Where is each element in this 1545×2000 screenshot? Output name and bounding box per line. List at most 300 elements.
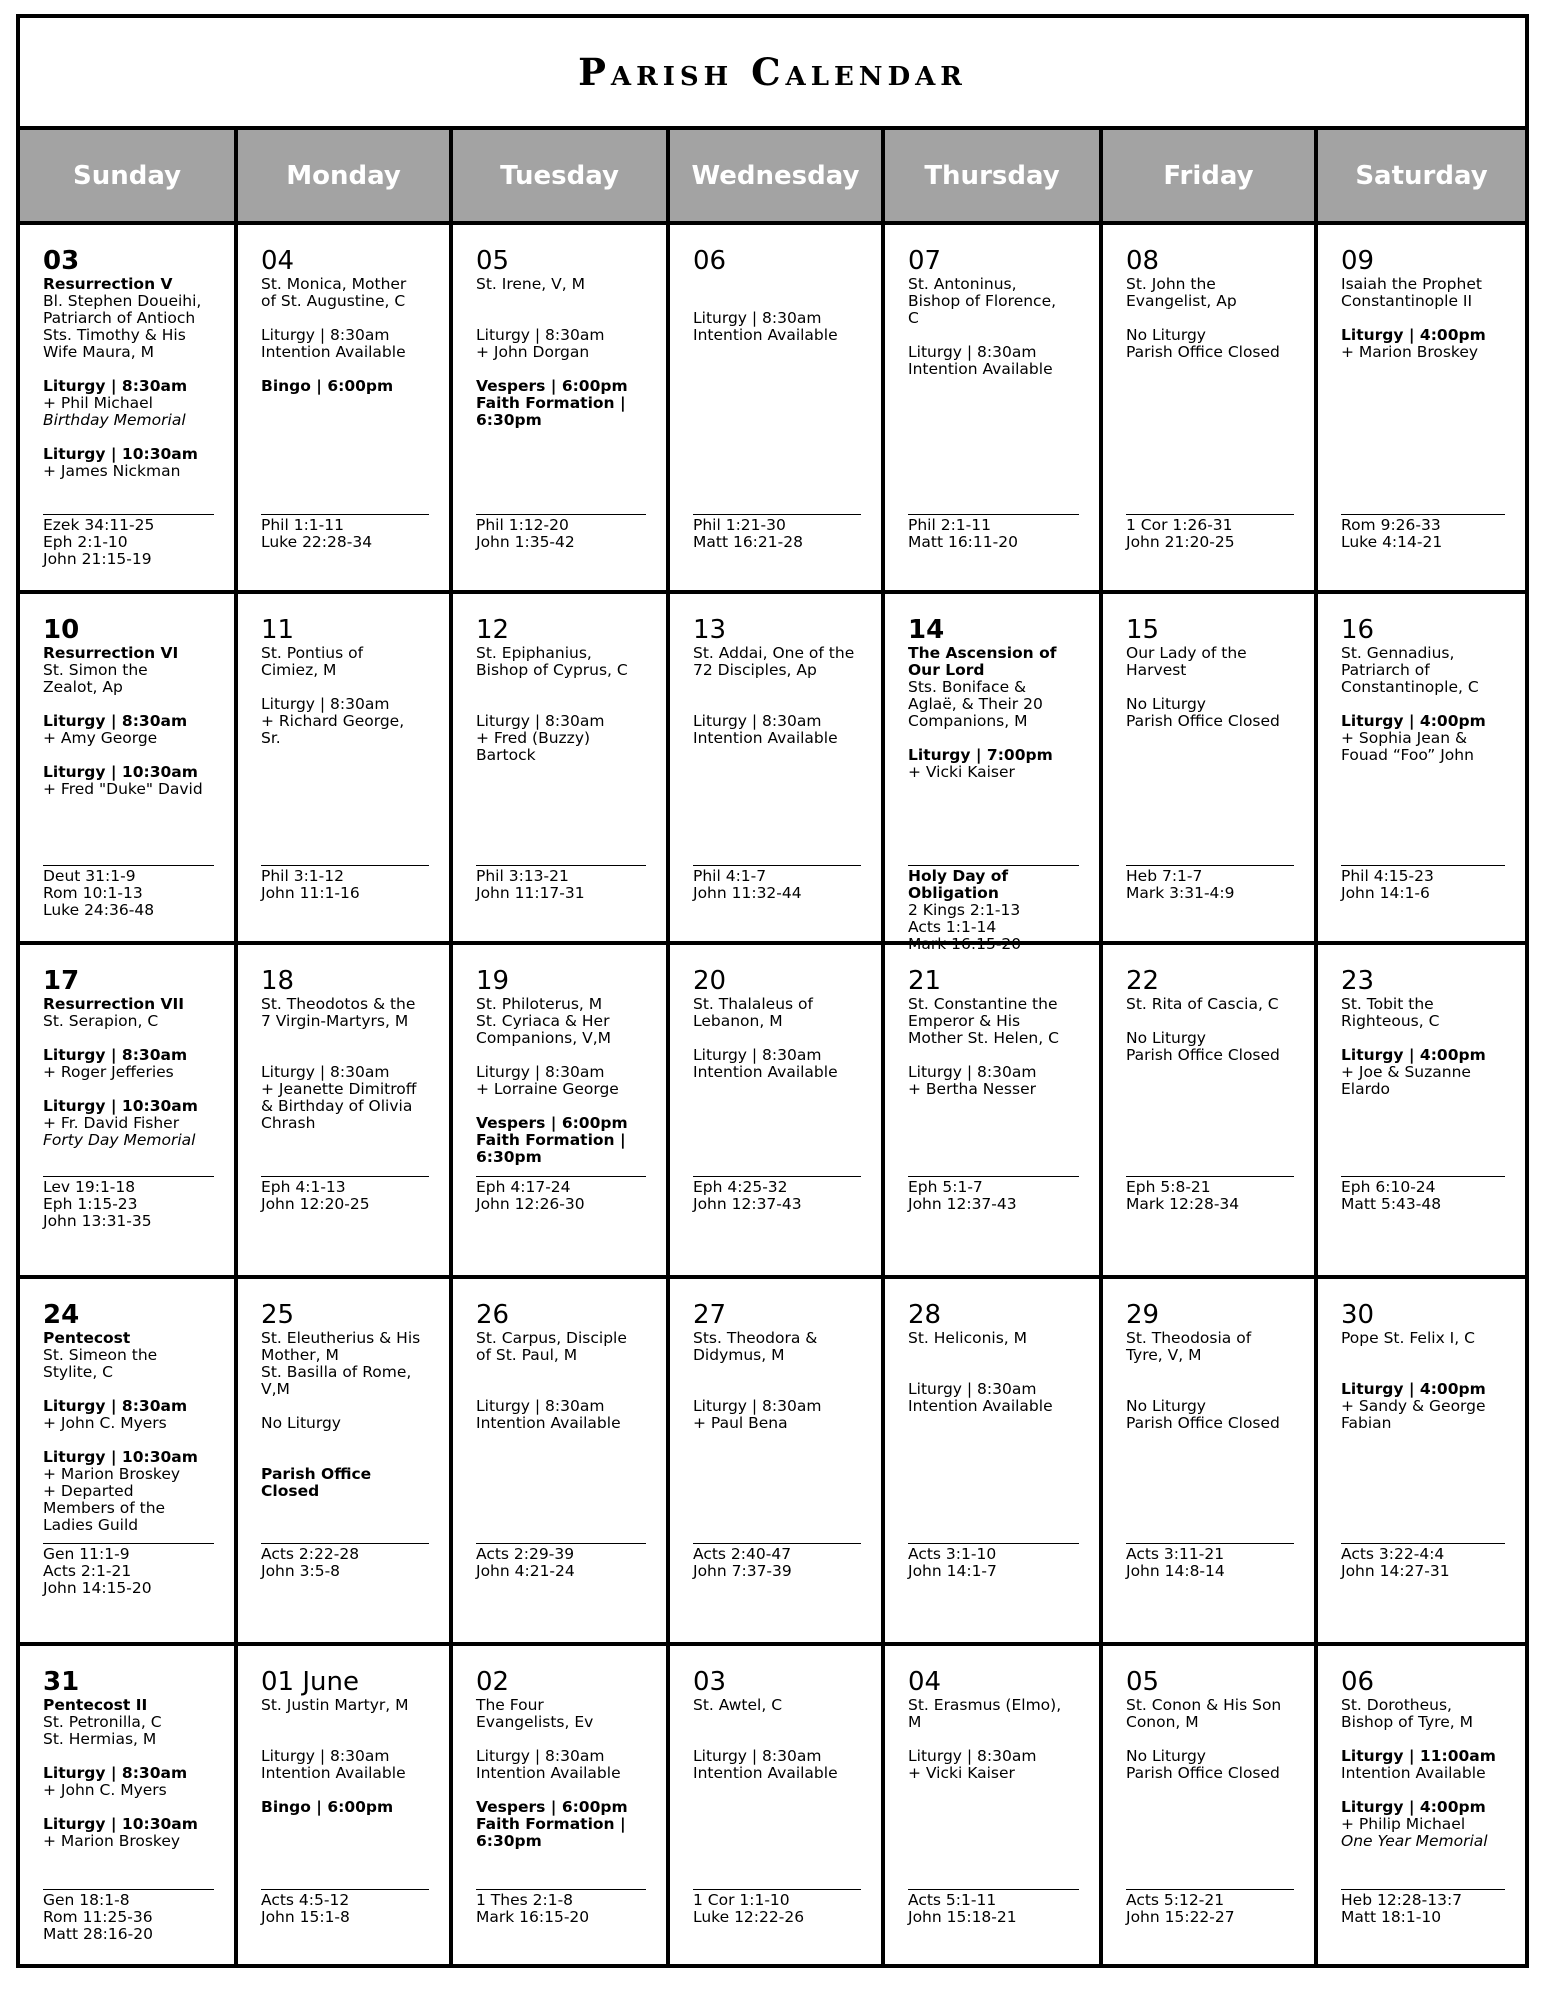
feast-line: Our Lady of the — [1126, 644, 1247, 662]
reading-line: Heb 7:1-7 — [1126, 867, 1203, 885]
day-number: 23 — [1341, 966, 1375, 996]
day-cell[interactable] — [670, 945, 885, 1275]
readings — [693, 865, 861, 902]
event-line: 6:30pm — [476, 1832, 542, 1850]
event-line: Intention Available — [693, 326, 838, 344]
reading-line: Heb 12:28-13:7 — [1341, 1891, 1463, 1909]
spacer — [1126, 1731, 1294, 1748]
day-cell[interactable] — [20, 945, 238, 1275]
reading-line: Phil 2:1-11 — [908, 516, 991, 534]
event-line: + Lorraine George — [476, 1080, 619, 1098]
spacer — [43, 696, 214, 713]
event-line: Liturgy | 8:30am — [476, 712, 605, 730]
readings — [43, 514, 214, 568]
feast-line: St. Tobit the — [1341, 995, 1434, 1013]
spacer — [261, 361, 429, 378]
week-row — [20, 1279, 1525, 1646]
feast-line: Zealot, Ap — [43, 678, 123, 696]
day-number: 06 — [693, 246, 727, 276]
event-line: Intention Available — [261, 1764, 406, 1782]
readings — [476, 1176, 646, 1213]
reading-line: Acts 2:22-28 — [261, 1545, 360, 1563]
event-line: Parish Office Closed — [1126, 1414, 1280, 1432]
event-line: Liturgy | 8:30am — [908, 1747, 1037, 1765]
reading-line: John 3:5-8 — [261, 1562, 341, 1580]
readings — [1126, 865, 1294, 902]
event-line: Liturgy | 4:00pm — [1341, 1046, 1486, 1064]
event-line: Vespers | 6:00pm — [476, 377, 628, 395]
day-number: 30 — [1341, 1300, 1375, 1330]
feast-line: Bishop of Cyprus, C — [476, 661, 628, 679]
feast-line: St. Pontius of — [261, 644, 364, 662]
feast-line: Patriarch of — [1341, 661, 1430, 679]
spacer — [43, 1030, 214, 1047]
spacer — [43, 429, 214, 446]
day-number: 29 — [1126, 1300, 1160, 1330]
event-line: Liturgy | 10:30am — [43, 1815, 198, 1833]
feast-line: Righteous, C — [1341, 1012, 1440, 1030]
day-number: 27 — [693, 1300, 727, 1330]
spacer — [261, 1714, 429, 1731]
spacer — [261, 310, 429, 327]
event-line: Liturgy | 8:30am — [261, 1063, 390, 1081]
feast-line: St. Monica, Mother — [261, 275, 407, 293]
event-line: No Liturgy — [261, 1414, 341, 1432]
day-cell[interactable] — [670, 225, 885, 590]
event-line: Liturgy | 4:00pm — [1341, 1798, 1486, 1816]
event-line: Liturgy | 10:30am — [43, 1097, 198, 1115]
day-cell[interactable] — [885, 945, 1103, 1275]
feast-line: St. Irene, V, M — [476, 275, 585, 293]
weekday-header-row — [20, 130, 1525, 225]
event-line: Liturgy | 8:30am — [43, 1764, 188, 1782]
feast-line: St. Philoterus, M — [476, 995, 603, 1013]
reading-line: John 14:15-20 — [43, 1579, 152, 1597]
spacer — [43, 747, 214, 764]
event-line: + Philip Michael — [1341, 1815, 1466, 1833]
event-line: Liturgy | 8:30am — [261, 1747, 390, 1765]
event-line: + John C. Myers — [43, 1781, 167, 1799]
event-line: + Amy George — [43, 729, 158, 747]
event-line: Liturgy | 8:30am — [43, 712, 188, 730]
reading-line: Luke 22:28-34 — [261, 533, 373, 551]
day-cell[interactable] — [1103, 1646, 1318, 1964]
spacer — [261, 1432, 429, 1449]
reading-line: Acts 5:1-11 — [908, 1891, 997, 1909]
event-line: Parish Office — [261, 1465, 372, 1483]
calendar-title: Parish Calendar — [578, 50, 967, 94]
day-cell[interactable] — [20, 225, 238, 590]
reading-line: Mark 3:31-4:9 — [1126, 884, 1235, 902]
event-line: + Phil Michael — [43, 394, 153, 412]
reading-line: Obligation — [908, 884, 999, 902]
reading-line: Luke 24:36-48 — [43, 901, 155, 919]
feast-line: Patriarch of Antioch — [43, 309, 196, 327]
reading-line: Eph 6:10-24 — [1341, 1178, 1436, 1196]
event-line: Liturgy | 8:30am — [908, 1380, 1037, 1398]
reading-line: Eph 4:1-13 — [261, 1178, 346, 1196]
readings — [1126, 514, 1294, 551]
day-cell[interactable] — [20, 1646, 238, 1964]
spacer — [43, 1748, 214, 1765]
readings — [908, 1176, 1079, 1213]
day-cell[interactable] — [238, 1279, 453, 1642]
reading-line: Acts 3:11-21 — [1126, 1545, 1225, 1563]
spacer — [43, 1081, 214, 1098]
day-cell[interactable] — [20, 1279, 238, 1642]
event-line: Bartock — [476, 746, 536, 764]
feast-line: St. Awtel, C — [693, 1696, 783, 1714]
feast-line: St. Basilla of Rome, — [261, 1363, 412, 1381]
event-line: Liturgy | 10:30am — [43, 763, 198, 781]
event-line: Liturgy | 8:30am — [908, 1063, 1037, 1081]
spacer — [1341, 310, 1505, 327]
weekday-header-monday: Monday — [238, 130, 453, 221]
readings — [908, 1543, 1079, 1580]
spacer — [1341, 1782, 1505, 1799]
event-line: Vespers | 6:00pm — [476, 1798, 628, 1816]
reading-line: John 12:26-30 — [476, 1195, 585, 1213]
event-line: Liturgy | 8:30am — [476, 1063, 605, 1081]
title-bar — [20, 18, 1525, 130]
day-cell[interactable] — [453, 945, 670, 1275]
feast-line: Conon, M — [1126, 1713, 1199, 1731]
parish-calendar — [16, 14, 1529, 1968]
event-line: Closed — [261, 1482, 320, 1500]
feast-line: Stylite, C — [43, 1363, 113, 1381]
day-number: 18 — [261, 966, 295, 996]
event-line: Intention Available — [476, 1764, 621, 1782]
event-line: Forty Day Memorial — [43, 1131, 196, 1149]
spacer — [693, 679, 861, 696]
event-line: Liturgy | 10:30am — [43, 1448, 198, 1466]
event-line: Intention Available — [476, 1414, 621, 1432]
spacer — [1126, 1381, 1294, 1398]
feast-line: C — [908, 309, 919, 327]
reading-line: John 12:37-43 — [693, 1195, 802, 1213]
readings — [1126, 1543, 1294, 1580]
feast-line: 72 Disciples, Ap — [693, 661, 817, 679]
spacer — [1341, 1347, 1505, 1364]
event-line: Parish Office Closed — [1126, 1764, 1280, 1782]
reading-line: Eph 2:1-10 — [43, 533, 128, 551]
day-number: 05 — [476, 246, 510, 276]
spacer — [43, 361, 214, 378]
reading-line: John 11:32-44 — [693, 884, 802, 902]
event-line: 6:30pm — [476, 1148, 542, 1166]
day-cell[interactable] — [1318, 1646, 1525, 1964]
feast-line: St. John the — [1126, 275, 1216, 293]
day-number: 22 — [1126, 966, 1160, 996]
reading-line: 1 Cor 1:26-31 — [1126, 516, 1233, 534]
spacer — [693, 696, 861, 713]
day-number: 03 — [693, 1667, 727, 1697]
feast-line: St. Petronilla, C — [43, 1713, 162, 1731]
reading-line: Rom 10:1-13 — [43, 884, 143, 902]
event-line: Sr. — [261, 729, 281, 747]
feast-line: The Four — [476, 1696, 544, 1714]
event-line: 6:30pm — [476, 411, 542, 429]
event-line: Liturgy | 8:30am — [261, 326, 390, 344]
event-line: Birthday Memorial — [43, 411, 186, 429]
day-cell[interactable] — [885, 1646, 1103, 1964]
readings — [261, 865, 429, 902]
reading-line: Acts 4:5-12 — [261, 1891, 350, 1909]
event-line: + Fr. David Fisher — [43, 1114, 180, 1132]
readings — [693, 1889, 861, 1926]
reading-line: Acts 2:40-47 — [693, 1545, 792, 1563]
day-cell[interactable] — [238, 225, 453, 590]
spacer — [43, 1381, 214, 1398]
readings — [476, 865, 646, 902]
spacer — [908, 1047, 1079, 1064]
day-cell[interactable] — [1103, 594, 1318, 941]
feast-line: St. Hermias, M — [43, 1730, 157, 1748]
spacer — [476, 1782, 646, 1799]
event-line: Bingo | 6:00pm — [261, 1798, 394, 1816]
spacer — [693, 276, 861, 293]
event-line: No Liturgy — [1126, 326, 1206, 344]
feast-line: Constantinople, C — [1341, 678, 1479, 696]
day-cell[interactable] — [238, 594, 453, 941]
event-line: Liturgy | 8:30am — [908, 343, 1037, 361]
event-line: + Jeanette Dimitroff — [261, 1080, 417, 1098]
reading-line: Phil 4:1-7 — [693, 867, 767, 885]
event-line: Intention Available — [261, 343, 406, 361]
week-row — [20, 594, 1525, 953]
day-cell[interactable] — [1103, 1279, 1318, 1642]
spacer — [908, 730, 1079, 747]
day-number: 15 — [1126, 615, 1160, 645]
feast-line: Wife Maura, M — [43, 343, 155, 361]
day-cell[interactable] — [238, 1646, 453, 1964]
event-line: Liturgy | 8:30am — [693, 1397, 822, 1415]
event-line: + Marion Broskey — [43, 1832, 181, 1850]
event-line: Faith Formation | — [476, 1815, 626, 1833]
reading-line: Acts 3:22-4:4 — [1341, 1545, 1445, 1563]
day-cell[interactable] — [670, 1279, 885, 1642]
event-line: Liturgy | 8:30am — [693, 1747, 822, 1765]
feast-line: Sts. Boniface & — [908, 678, 1027, 696]
event-line: + John C. Myers — [43, 1414, 167, 1432]
feast-line: Evangelist, Ap — [1126, 292, 1237, 310]
day-cell[interactable] — [1318, 225, 1525, 590]
reading-line: Mark 16:15-20 — [908, 935, 1022, 953]
spacer — [908, 1364, 1079, 1381]
reading-line: John 12:20-25 — [261, 1195, 370, 1213]
day-cell[interactable] — [1103, 945, 1318, 1275]
reading-line: Rom 11:25-36 — [43, 1908, 153, 1926]
event-line: Intention Available — [908, 360, 1053, 378]
feast-line: Bl. Stephen Doueihi, — [43, 292, 202, 310]
spacer — [476, 310, 646, 327]
feast-line: Our Lord — [908, 661, 985, 679]
reading-line: Matt 28:16-20 — [43, 1925, 153, 1943]
spacer — [908, 327, 1079, 344]
week-row — [20, 1646, 1525, 1964]
reading-line: John 13:31-35 — [43, 1212, 152, 1230]
weekday-header-sunday: Sunday — [20, 130, 238, 221]
day-cell[interactable] — [238, 945, 453, 1275]
day-cell[interactable] — [1318, 1279, 1525, 1642]
spacer — [476, 1381, 646, 1398]
readings — [908, 865, 1079, 953]
reading-line: Eph 5:8-21 — [1126, 1178, 1211, 1196]
feast-line: Lebanon, M — [693, 1012, 783, 1030]
event-line: Vespers | 6:00pm — [476, 1114, 628, 1132]
day-number: 02 — [476, 1667, 510, 1697]
reading-line: Phil 1:21-30 — [693, 516, 786, 534]
readings — [1341, 1176, 1505, 1213]
event-line: Fouad “Foo” John — [1341, 746, 1474, 764]
event-line: Liturgy | 8:30am — [43, 377, 188, 395]
event-line: Liturgy | 8:30am — [693, 712, 822, 730]
weekday-header-friday: Friday — [1103, 130, 1318, 221]
event-line: Liturgy | 7:00pm — [908, 746, 1053, 764]
readings — [1126, 1889, 1294, 1926]
feast-line: Pentecost II — [43, 1696, 148, 1714]
event-line: & Birthday of Olivia — [261, 1097, 413, 1115]
reading-line: Phil 1:12-20 — [476, 516, 569, 534]
day-number: 09 — [1341, 246, 1375, 276]
day-cell[interactable] — [885, 225, 1103, 590]
spacer — [261, 1731, 429, 1748]
spacer — [1341, 1364, 1505, 1381]
reading-line: Mark 16:15-20 — [476, 1908, 590, 1926]
feast-line: Companions, M — [908, 712, 1028, 730]
reading-line: John 4:21-24 — [476, 1562, 575, 1580]
reading-line: Phil 4:15-23 — [1341, 867, 1434, 885]
day-cell[interactable] — [670, 594, 885, 941]
spacer — [1341, 696, 1505, 713]
event-line: One Year Memorial — [1341, 1832, 1488, 1850]
day-number: 05 — [1126, 1667, 1160, 1697]
readings — [261, 1176, 429, 1213]
feast-line: St. Conon & His Son — [1126, 1696, 1282, 1714]
reading-line: Eph 5:1-7 — [908, 1178, 983, 1196]
spacer — [693, 1030, 861, 1047]
day-cell[interactable] — [453, 1646, 670, 1964]
spacer — [476, 361, 646, 378]
feast-line: Didymus, M — [693, 1346, 785, 1364]
day-number: 31 — [43, 1667, 80, 1697]
event-line: + John Dorgan — [476, 343, 590, 361]
day-number: 24 — [43, 1300, 80, 1330]
day-cell[interactable] — [453, 225, 670, 590]
feast-line: M — [908, 1713, 922, 1731]
spacer — [693, 1364, 861, 1381]
reading-line: Luke 12:22-26 — [693, 1908, 805, 1926]
event-line: No Liturgy — [1126, 1747, 1206, 1765]
feast-line: St. Carpus, Disciple — [476, 1329, 627, 1347]
reading-line: Ezek 34:11-25 — [43, 516, 155, 534]
day-cell[interactable] — [1318, 945, 1525, 1275]
event-line: Intention Available — [908, 1397, 1053, 1415]
reading-line: Phil 3:13-21 — [476, 867, 569, 885]
event-line: Parish Office Closed — [1126, 712, 1280, 730]
spacer — [908, 1731, 1079, 1748]
spacer — [476, 1731, 646, 1748]
spacer — [476, 293, 646, 310]
event-line: + Bertha Nesser — [908, 1080, 1036, 1098]
feast-line: St. Rita of Cascia, C — [1126, 995, 1279, 1013]
reading-line: Eph 1:15-23 — [43, 1195, 138, 1213]
event-line: Intention Available — [693, 1764, 838, 1782]
feast-line: Mother St. Helen, C — [908, 1029, 1059, 1047]
spacer — [476, 679, 646, 696]
day-number: 04 — [261, 246, 295, 276]
feast-line: St. Addai, One of the — [693, 644, 855, 662]
day-cell[interactable] — [885, 594, 1103, 953]
day-cell[interactable] — [20, 594, 238, 941]
event-line: + James Nickman — [43, 462, 181, 480]
event-line: Liturgy | 8:30am — [261, 695, 390, 713]
feast-line: Cimiez, M — [261, 661, 337, 679]
reading-line: Acts 1:1-14 — [908, 918, 997, 936]
event-line: Faith Formation | — [476, 1131, 626, 1149]
event-line: + Vicki Kaiser — [908, 1764, 1015, 1782]
feast-line: Tyre, V, M — [1126, 1346, 1202, 1364]
feast-line: St. Theodotos & the — [261, 995, 416, 1013]
event-line: + Paul Bena — [693, 1414, 788, 1432]
reading-line: John 15:1-8 — [261, 1908, 350, 1926]
day-cell[interactable] — [453, 594, 670, 941]
day-number: 25 — [261, 1300, 295, 1330]
day-cell[interactable] — [453, 1279, 670, 1642]
day-number: 08 — [1126, 246, 1160, 276]
readings — [476, 1889, 646, 1926]
readings — [1341, 514, 1505, 551]
day-number: 07 — [908, 246, 942, 276]
event-line: Liturgy | 8:30am — [693, 1046, 822, 1064]
spacer — [261, 1398, 429, 1415]
feast-line: St. Heliconis, M — [908, 1329, 1028, 1347]
calendar-grid — [20, 225, 1525, 1964]
readings — [693, 514, 861, 551]
event-line: Liturgy | 11:00am — [1341, 1747, 1496, 1765]
event-line: Intention Available — [693, 1063, 838, 1081]
readings — [261, 1543, 429, 1580]
day-cell[interactable] — [1318, 594, 1525, 941]
reading-line: John 7:37-39 — [693, 1562, 792, 1580]
readings — [1126, 1176, 1294, 1213]
day-cell[interactable] — [670, 1646, 885, 1964]
spacer — [1126, 679, 1294, 696]
feast-line: Constantinople II — [1341, 292, 1473, 310]
feast-line: Bishop of Florence, — [908, 292, 1057, 310]
readings — [1341, 1543, 1505, 1580]
day-number: 13 — [693, 615, 727, 645]
spacer — [261, 1047, 429, 1064]
feast-line: Evangelists, Ev — [476, 1713, 594, 1731]
day-cell[interactable] — [885, 1279, 1103, 1642]
feast-line: St. Epiphanius, — [476, 644, 592, 662]
event-line: Fabian — [1341, 1414, 1392, 1432]
feast-line: St. Cyriaca & Her — [476, 1012, 610, 1030]
feast-line: Pope St. Felix I, C — [1341, 1329, 1475, 1347]
feast-line: Bishop of Tyre, M — [1341, 1713, 1473, 1731]
day-number: 20 — [693, 966, 727, 996]
weekday-header-wednesday: Wednesday — [670, 130, 885, 221]
readings — [43, 1889, 214, 1943]
day-number: 21 — [908, 966, 942, 996]
spacer — [1126, 1364, 1294, 1381]
spacer — [1126, 1013, 1294, 1030]
event-line: + Vicki Kaiser — [908, 763, 1015, 781]
day-cell[interactable] — [1103, 225, 1318, 590]
spacer — [1341, 1731, 1505, 1748]
event-line: Intention Available — [693, 729, 838, 747]
